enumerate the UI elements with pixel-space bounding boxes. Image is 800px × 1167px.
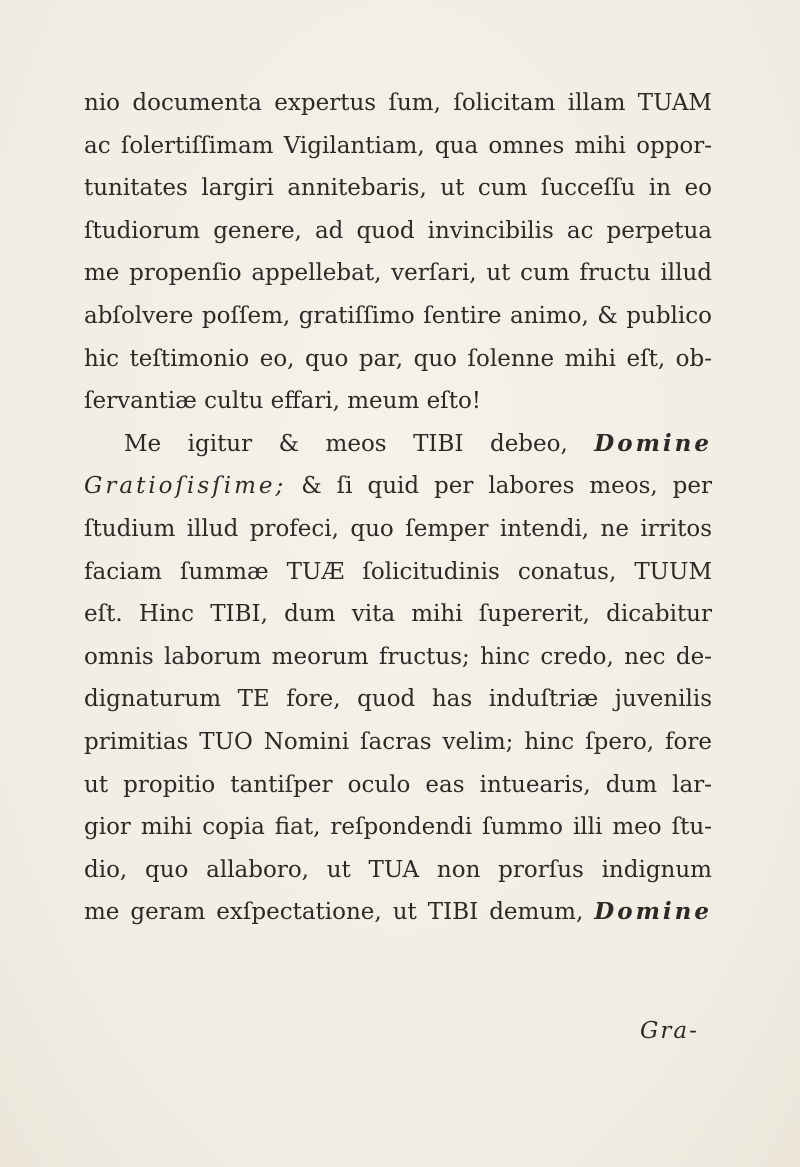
text-line <box>84 465 712 508</box>
text-line: hic teſtimonio eo, quo par, quo ſolenne mihi eſt, ob- <box>84 345 712 372</box>
text-line <box>84 891 712 934</box>
text-line: ut propitio tantiſper oculo eas intuearis, dum lar- <box>84 771 712 798</box>
catchword: Gra- <box>640 1018 699 1044</box>
text-line: ac ſolertiſſimam Vigilantiam, qua omnes mihi oppor- <box>84 132 712 159</box>
text-line: faciam ſummæ TUÆ ſolicitudinis conatus, TUUM <box>84 558 712 585</box>
text-line: omnis laborum meorum fructus; hinc credo, nec de- <box>84 643 712 670</box>
text-line: eſt. Hinc TIBI, dum vita mihi ſupererit, dicabitur <box>84 601 712 628</box>
text-line: abſolvere poſſem, gratiſſimo ſentire animo, & publico <box>84 302 712 329</box>
emphasis-gratiosissime: Gratioſisſime; <box>84 473 287 500</box>
line-text: Me igitur & meos TIBI debeo, <box>124 430 568 457</box>
text-line: dignaturum TE fore, quod has induſtriæ juvenilis <box>84 686 712 713</box>
text-line: me propenſio appellebat, verſari, ut cum fructu illud <box>84 260 712 287</box>
line-text: me geram exſpectatione, ut TIBI demum, <box>84 899 584 926</box>
text-line: ſtudiorum genere, ad quod invincibilis ac perpetua <box>84 217 712 244</box>
text-line: gior mihi copia fiat, reſpondendi ſummo illi meo ſtu- <box>84 814 712 841</box>
text-line: ſervantiæ cultu effari, meum eſto! <box>84 388 482 415</box>
line-text: & ſi quid per labores meos, per <box>301 473 713 500</box>
text-line-indented <box>84 423 712 466</box>
body-text <box>84 82 712 934</box>
text-line: primitias TUO Nomini ſacras velim; hinc ſpero, fore <box>84 728 712 755</box>
emphasis-domine: Domine <box>594 429 712 457</box>
text-line: dio, quo allaboro, ut TUA non prorſus indignum <box>84 856 712 883</box>
emphasis-domine: Domine <box>594 898 713 926</box>
text-line: tunitates largiri annitebaris, ut cum ſucceſſu in eo <box>84 175 712 202</box>
text-line: nio documenta expertus ſum, ſolicitam illam TUAM <box>84 90 712 116</box>
text-line: ſtudium illud profeci, quo ſemper intendi, ne irritos <box>84 515 712 542</box>
